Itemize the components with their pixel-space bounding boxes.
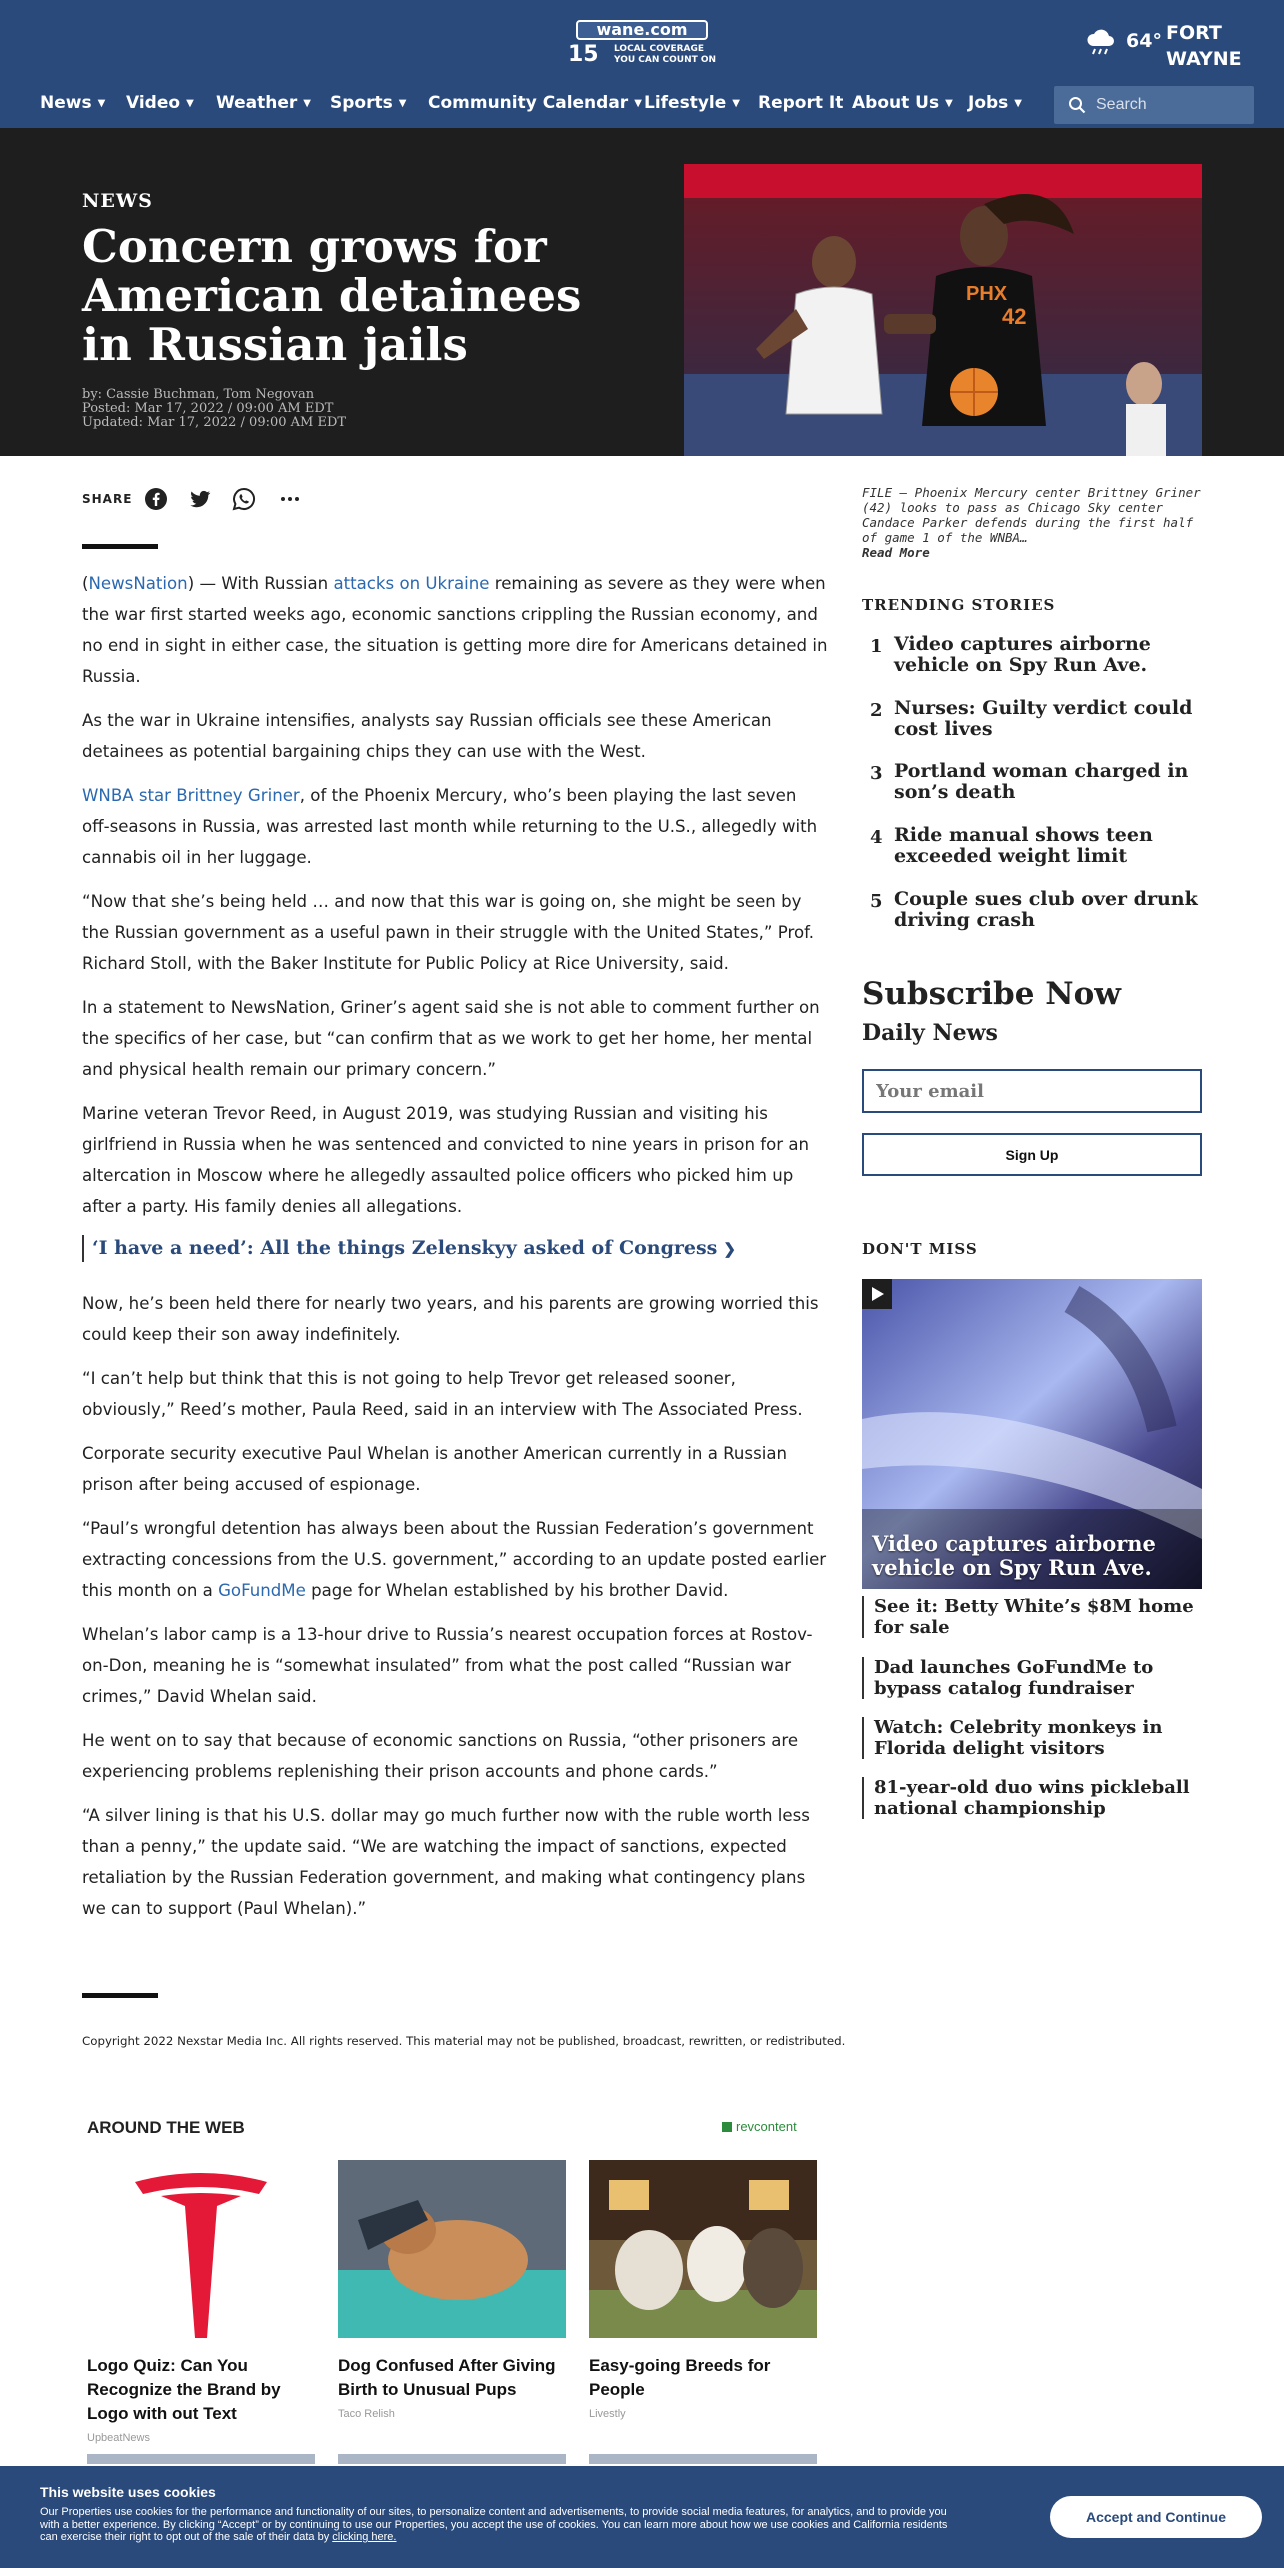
search-input[interactable]: [1096, 92, 1246, 118]
nav-item-about-us[interactable]: [852, 92, 953, 115]
search-icon: [1068, 96, 1086, 114]
copyright-notice: Copyright 2022 Nexstar Media Inc. All rights reserved. This material may not be published, broadcast, rewritten, or redistributed.: [82, 2034, 846, 2048]
email-field[interactable]: [862, 1069, 1202, 1113]
sign-up-button[interactable]: Sign Up: [862, 1133, 1202, 1176]
dont-miss-item[interactable]: Watch: Celebrity monkeys in Florida delight visitors: [862, 1717, 1202, 1759]
article-paragraph: Whelan’s labor camp is a 13-hour drive to Russia’s nearest occupation forces at Rostov-on-Don, meaning he is “somewhat insulated” from what the post called “Russian war crimes,” David Whelan said.: [82, 1625, 813, 1706]
trending-story[interactable]: [862, 825, 1222, 881]
article-paragraph: Marine veteran Trevor Reed, in August 2019, was studying Russian and visiting his girlfriend in Russia when he was sentenced and convicted to nine years in prison for an altercation in Moscow where he allegedly assaulted police officers who picked him up after a party. His family denies all allegations.: [82, 1104, 810, 1216]
sponsored-card-source: Taco Relish: [338, 2408, 395, 2420]
sponsored-card-image: [589, 2160, 817, 2338]
caret-down-icon: ▼: [1014, 98, 1022, 109]
weather-widget[interactable]: [1084, 20, 1274, 70]
nav-item-video[interactable]: [126, 92, 194, 115]
article-paragraph: Now, he’s been held there for nearly two years, and his parents are growing worried this could keep their son away indefinitely.: [82, 1294, 819, 1344]
article-paragraph: As the war in Ukraine intensifies, analysts say Russian officials see these American detainees as potential bargaining chips they can use with the West.: [82, 711, 772, 761]
article-body: [82, 568, 828, 1937]
logo-number: 15: [568, 42, 599, 67]
logo-wordmark: wane.com: [576, 20, 708, 40]
trending-rank: 4: [870, 827, 883, 848]
nav-item-report-it[interactable]: [758, 92, 843, 114]
article-paragraph: “I can’t help but think that this is not going to help Trevor get released sooner, obviously,” Reed’s mother, Paula Reed, said in an interview with The Associated Press.: [82, 1369, 803, 1419]
trending-rank: 1: [870, 636, 883, 657]
nav-item-sports[interactable]: [330, 92, 406, 115]
whatsapp-icon[interactable]: [232, 487, 256, 511]
cloud-rain-icon: [1084, 24, 1118, 58]
more-icon[interactable]: [278, 487, 302, 511]
svg-text:42: 42: [1002, 304, 1027, 329]
svg-text:PHX: PHX: [966, 283, 1008, 305]
caret-down-icon: ▼: [303, 98, 311, 109]
trending-title: Portland woman charged in son’s death: [894, 760, 1189, 803]
read-more-link[interactable]: Read More: [862, 545, 930, 560]
revcontent-logo[interactable]: revcontent: [722, 2119, 797, 2134]
revcontent-icon: [722, 2122, 732, 2132]
subscribe-newsletter-name: Daily News: [862, 1020, 998, 1046]
hero-image[interactable]: [684, 164, 1202, 456]
sponsored-card-title: Easy-going Breeds for People: [589, 2356, 771, 2399]
byline-updated: Updated: Mar 17, 2022 / 09:00 AM EDT: [82, 415, 347, 430]
sponsored-card-source: Livestly: [589, 2408, 626, 2420]
trending-title: Nurses: Guilty verdict could cost lives: [894, 697, 1193, 740]
trending-story[interactable]: [862, 698, 1222, 754]
sponsored-card-title: Dog Confused After Giving Birth to Unusual Pups: [338, 2356, 556, 2399]
caret-down-icon: ▼: [732, 98, 740, 109]
search-box[interactable]: [1054, 86, 1254, 124]
caret-down-icon: ▼: [634, 98, 642, 109]
caret-down-icon: ▼: [97, 98, 106, 109]
accept-cookies-button[interactable]: Accept and Continue: [1050, 2496, 1262, 2538]
newsnation-link[interactable]: NewsNation: [88, 574, 188, 593]
sponsored-card[interactable]: [589, 2160, 817, 2420]
nav-item-label: Sports: [330, 93, 393, 113]
article-title: Concern grows for American detainees in Russian jails: [82, 220, 582, 371]
sponsored-card-title: Logo Quiz: Can You Recognize the Brand by Logo with out Text: [87, 2356, 281, 2423]
logo-tagline: LOCAL COVERAGE YOU CAN COUNT ON: [614, 44, 717, 65]
attacks-on-ukraine-link[interactable]: attacks on Ukraine: [333, 574, 490, 593]
trending-rank: 3: [870, 763, 883, 784]
caret-down-icon: ▼: [945, 98, 953, 109]
article-paragraph: In a statement to NewsNation, Griner’s agent said she is not able to comment further on the specifics of her case, but “can confirm that as we work to get her home, her mental and physical health remain our primary concern.”: [82, 998, 820, 1079]
sponsored-card[interactable]: [338, 2160, 566, 2420]
nav-item-news[interactable]: [40, 92, 105, 115]
nav-item-label: Lifestyle: [644, 93, 727, 113]
byline-posted: Posted: Mar 17, 2022 / 09:00 AM EDT: [82, 401, 334, 416]
chevron-right-icon: ❯: [723, 1240, 736, 1258]
sponsored-card-image: [338, 2160, 566, 2338]
cookie-heading: This website uses cookies: [40, 2484, 216, 2500]
facebook-icon[interactable]: [144, 487, 168, 511]
around-the-web-heading: AROUND THE WEB: [87, 2118, 245, 2137]
sponsored-card-source: UpbeatNews: [87, 2432, 150, 2444]
dont-miss-item[interactable]: 81-year-old duo wins pickleball national championship: [862, 1777, 1202, 1819]
subscribe-heading: Subscribe Now: [862, 976, 1121, 1012]
brittney-griner-link[interactable]: WNBA star Brittney Griner: [82, 786, 300, 805]
trending-story[interactable]: [862, 634, 1222, 690]
article-paragraph: WNBA star Brittney Griner, of the Phoenix Mercury, who’s been playing the last seven off-seasons in Russia, was arrested last month while returning to the U.S., allegedly with cannabis oil in her luggage.: [82, 786, 818, 867]
nav-item-label: Report It: [758, 93, 844, 113]
dont-miss-item[interactable]: See it: Betty White’s $8M home for sale: [862, 1596, 1202, 1638]
article-paragraph: “Now that she’s being held … and now that this war is going on, she might be seen by the Russian government as a useful pawn in their struggle with the United States,” Prof. Richard Stoll, with the Baker Institute for Public Policy at Rice University, said.: [82, 892, 815, 973]
twitter-icon[interactable]: [188, 487, 212, 511]
sponsored-card-image[interactable]: [87, 2454, 315, 2464]
dont-miss-heading: DON'T MISS: [862, 1240, 978, 1258]
caret-down-icon: ▼: [186, 98, 194, 109]
article-byline: [82, 388, 346, 430]
nav-item-label: News: [40, 93, 92, 113]
nav-item-community-calendar[interactable]: [428, 92, 642, 115]
divider: [82, 1993, 158, 1998]
trending-rank: 2: [870, 700, 883, 721]
nav-item-label: Video: [126, 93, 181, 113]
nav-item-label: Weather: [216, 93, 298, 113]
sponsored-card-image: [87, 2160, 315, 2338]
dont-miss-feature-title[interactable]: Video captures airborne vehicle on Spy Run Ave.: [872, 1531, 1156, 1580]
article-paragraph: “Paul’s wrongful detention has always been about the Russian Federation’s government extracting concessions from the U.S. government,” according to an update posted earlier this month on a GoFundMe page for Whelan established by his brother David.: [82, 1519, 827, 1600]
article-paragraph: He went on to say that because of economic sanctions on Russia, “other prisoners are experiencing problems replenishing their prison accounts and phone cards.”: [82, 1731, 799, 1781]
site-logo[interactable]: [568, 20, 716, 68]
trending-heading: TRENDING STORIES: [862, 596, 1056, 614]
nav-item-label: Jobs: [968, 93, 1009, 113]
trending-title: Video captures airborne vehicle on Spy Run Ave.: [894, 633, 1151, 676]
dont-miss-item[interactable]: Dad launches GoFundMe to bypass catalog fundraiser: [862, 1657, 1202, 1699]
article-paragraph: Corporate security executive Paul Whelan is another American currently in a Russian prison after being accused of espionage.: [82, 1444, 788, 1494]
cookie-opt-out-link[interactable]: clicking here.: [332, 2531, 397, 2543]
trending-story[interactable]: [862, 761, 1222, 817]
byline-authors: by: Cassie Buchman, Tom Negovan: [82, 387, 315, 402]
trending-rank: 5: [870, 891, 883, 912]
trending-title: Ride manual shows teen exceeded weight limit: [894, 824, 1153, 867]
article-category[interactable]: NEWS: [82, 190, 153, 212]
article-paragraph: “A silver lining is that his U.S. dollar may go much further now with the ruble worth less than a penny,” the update said. “We are watching the impact of sanctions, expected retaliation by the Russian Federation government, and making what contingency plans we can to support (Paul Whelan).”: [82, 1806, 810, 1918]
nav-item-label: About Us: [852, 93, 940, 113]
site-header: [0, 0, 1284, 128]
trending-story[interactable]: [862, 889, 1222, 945]
weather-temp: 64°: [1126, 30, 1162, 52]
sponsored-card-image[interactable]: [338, 2454, 566, 2464]
nav-item-label: Community Calendar: [428, 93, 629, 113]
sponsored-card-image[interactable]: [589, 2454, 817, 2464]
sponsored-card[interactable]: [87, 2160, 315, 2444]
trending-title: Couple sues club over drunk driving crash: [894, 888, 1198, 931]
related-article-link[interactable]: ‘I have a need’: All the things Zelenskyy asked of Congress ❯: [82, 1235, 828, 1262]
article-paragraph: (NewsNation) — With Russian attacks on Ukraine remaining as severe as they were when the war first started weeks ago, economic sanctions crippling the Russian economy, and no end in sight in either case, the situation is getting more dire for Americans detained in Russia.: [82, 574, 828, 686]
caret-down-icon: ▼: [398, 98, 407, 109]
nav-item-weather[interactable]: [216, 92, 311, 115]
share-label: SHARE: [82, 492, 133, 506]
nav-item-jobs[interactable]: [968, 92, 1022, 115]
play-icon[interactable]: [862, 1279, 892, 1309]
cookie-body: Our Properties use cookies for the performance and functionality of our sites, to personalize content and advertisements, to provide social media features, for analytics, and to provide you with a better experience. By clicking “Accept” or by continuing to use our Properties, you accept the use of cookies. You can learn more about how we use cookies and California residents can exercise their right to opt out of the sale of their data by clicking here.: [40, 2506, 948, 2543]
hero-image-caption: FILE – Phoenix Mercury center Brittney Griner (42) looks to pass as Chicago Sky center Candace Parker defends during the first half of game 1 of the WNBA… Read More: [862, 485, 1212, 560]
gofundme-link[interactable]: GoFundMe: [218, 1581, 306, 1600]
divider: [82, 544, 158, 549]
weather-city: FORT WAYNE: [1166, 22, 1242, 70]
nav-item-lifestyle[interactable]: [644, 92, 740, 115]
